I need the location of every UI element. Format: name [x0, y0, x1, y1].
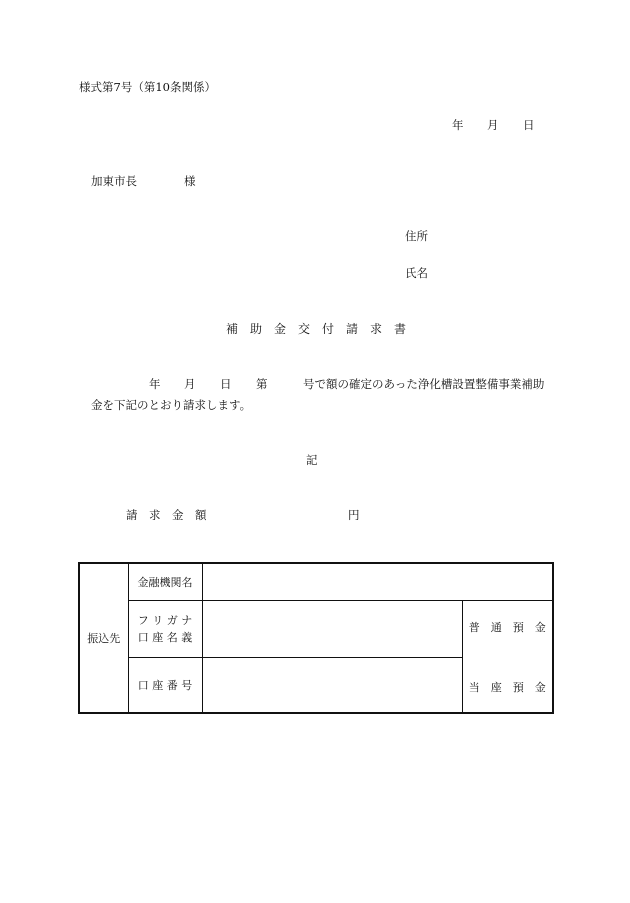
- furigana-label: フ リ ガ ナ: [137, 613, 193, 627]
- account-number-field[interactable]: [202, 657, 462, 713]
- date-year-label: 年: [452, 118, 464, 132]
- addressee-name: 加東市長: [91, 174, 137, 188]
- current-deposit-option[interactable]: 当 座 預 金: [468, 680, 546, 694]
- account-number-label: 口 座 番 号: [128, 657, 202, 713]
- body-line2: 金を下記のとおり請求します。: [91, 398, 252, 412]
- account-name-field[interactable]: [202, 600, 462, 657]
- account-type-cell: [462, 600, 553, 713]
- address-label: 住所: [405, 229, 428, 243]
- bank-name-label: 金融機関名: [128, 563, 202, 600]
- body-year: 年: [149, 377, 161, 391]
- ordinary-deposit-option[interactable]: 普 通 預 金: [468, 620, 546, 634]
- document-title: 補 助 金 交 付 請 求 書: [226, 322, 407, 336]
- transfer-label: 振込先: [79, 563, 128, 713]
- body-dai: 第: [256, 377, 268, 391]
- amount-unit: 円: [348, 508, 360, 522]
- form-number: 様式第7号（第10条関係）: [79, 80, 216, 94]
- date-month-label: 月: [487, 118, 499, 132]
- body-day: 日: [220, 377, 232, 391]
- date-day-label: 日: [523, 118, 535, 132]
- bank-name-field[interactable]: [202, 563, 553, 600]
- account-name-label: 口 座 名 義: [137, 630, 193, 644]
- body-line1-rest: 号で額の確定のあった浄化槽設置整備事業補助: [303, 377, 545, 391]
- body-month: 月: [184, 377, 196, 391]
- account-name-label-cell: [128, 600, 202, 657]
- amount-label: 請 求 金 額: [126, 508, 207, 522]
- ki-heading: 記: [306, 453, 318, 467]
- addressee-honorific: 様: [184, 174, 196, 188]
- name-label: 氏名: [405, 266, 428, 280]
- bank-transfer-table: [78, 562, 554, 714]
